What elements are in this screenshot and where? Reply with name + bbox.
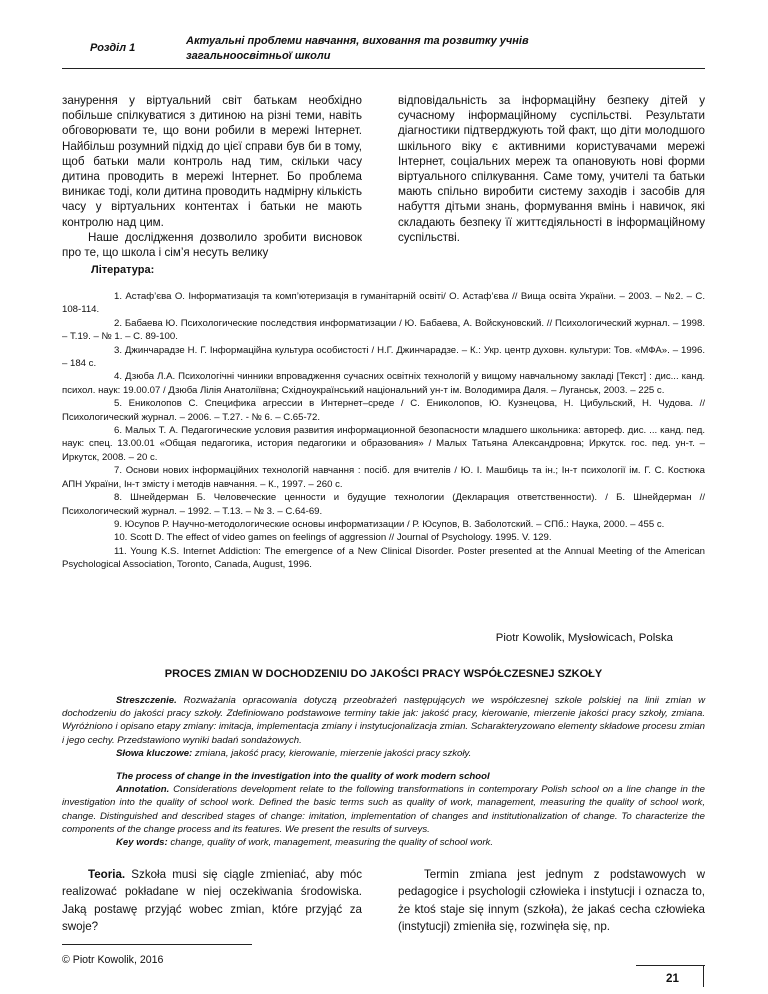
- running-header-section: Розділ 1: [90, 42, 136, 54]
- intro-right-paragraph-1: відповідальність за інформаційну безпеку дітей у сучасному інформаційному суспільстві. Результати діагностики підтверджують той факт, що діти молодшого шкільного віку є активними користувачами мережі Інтернет, соціальних мереж та опановують нові форми віртуального спілкування. Саме тому, учителі та батьки мають спільно виробити систему заходів і засобів для набуття дітьми знань, формування вмінь і навичок, які складають безпеку її життєдіяльності в інформаційному суспільстві.: [398, 94, 705, 244]
- keywords-paragraph: [62, 836, 705, 849]
- header-divider: [62, 68, 705, 69]
- slowa-kluczowe-text: zmiana, jakość pracy, kierowanie, mierzenie jakości pracy szkoły.: [192, 747, 472, 759]
- page-number-rule: [636, 965, 705, 966]
- body-left-column: [62, 866, 362, 936]
- slowa-kluczowe-label: Słowa kluczowe:: [116, 747, 193, 759]
- annotation-label: Annotation.: [116, 784, 170, 796]
- english-title-paragraph: [62, 770, 705, 783]
- body-right-paragraph: Termin zmiana jest jednym z podstawowych w pedagogice i psychologii człowieka i instytucji i oznacza to, że ktoś staje się innym (szkoła), że jakaś cecha człowieka (instytucji) zmieniła się, rozwinęła się, np.: [398, 868, 705, 934]
- footnote-divider: [62, 944, 252, 945]
- reference-item: 4. Дзюба Л.А. Психологічні чинники впровадження сучасних освітніх технологій у вищому навчальному закладі [Текст] : дис... канд. психол. наук: 19.00.07 / Дзюба Лілія Анатоліївна; Східноукраїнський національний ун-т ім. Володимира Даля. – Луганськ, 2003. – 225 с.: [62, 371, 705, 396]
- body-right-column: [398, 866, 705, 936]
- streszczenie-label: Streszczenie.: [116, 695, 177, 706]
- abstract-block: [62, 694, 705, 849]
- page-number-bar: [703, 965, 704, 987]
- teoria-label: Teoria.: [88, 868, 126, 881]
- streszczenie-text: Rozważania opracowania dotyczą przeobrażeń następujących we współczesnej szkole polskiej na linii zmian w dochodzeniu do jakości pracy szkoły. Zdefiniowano podstawowe terminy takie jak: jakość pracy, kierowanie, mierzenie jakości pracy szkoły, zmiana. Wyróżniono i opisano etapy zmiany: imitacja, implementacja zmiany i instytucjonalizacja zmian. Scharakteryzowano elementy składowe procesu zmian i jego cechy. Przedstawiono wyniki badań sondażowych.: [62, 695, 705, 746]
- annotation-text: Considerations development relate to the following transformations in contemporary Polish school on a line change in the investigation into the quality of school work. Defined the basic terms such as quality of work, management, measuring the quality of school work, change. Distinguished and described stages of change: imitation, implementation of changes and institutionalization of change. To characterize the components of the change process and its features. We present the results of surveys.: [62, 784, 705, 835]
- literature-heading: Література:: [91, 264, 155, 276]
- reference-item: 5. Ениколопов С. Специфика агрессии в Интернет–среде / С. Ениколопов, Ю. Кузнецова, Н. Цибульский, Н. Чудова. // Психологический журнал. – 2006. – Т.27. - № 6. – С.65-72.: [62, 398, 705, 423]
- reference-item: 2. Бабаева Ю. Психологические последствия информатизации / Ю. Бабаева, А. Войскуновский. // Психологический журнал. – 1998. – Т.19. – № 1. – С. 89-100.: [62, 317, 705, 343]
- reference-list: [62, 290, 705, 572]
- slowa-kluczowe-paragraph: [62, 747, 705, 760]
- copyright-footnote: © Piotr Kowolik, 2016: [62, 954, 164, 966]
- english-title: The process of change in the investigation into the quality of work modern school: [116, 771, 490, 783]
- intro-left-paragraph-2: Наше дослідження дозволило зробити висновок про те, що школа і сім’я несуть велику: [62, 230, 362, 260]
- running-header-title: Актуальні проблеми навчання, виховання та розвитку учнів загальноосвітньої школи: [186, 35, 529, 62]
- annotation-paragraph: [62, 783, 705, 836]
- reference-item: 8. Шнейдерман Б. Человеческие ценности и будущие технологии (Декларация ответственности). / Б. Шнейдерман // Психологический журнал. – 1992. – Т.13. – № 3. – С.64-69.: [62, 492, 705, 517]
- body-left-paragraph: [62, 866, 362, 936]
- reference-item: 9. Юсупов Р. Научно-методологические основы информатизации / Р. Юсупов, В. Заболотский. – СПб.: Наука, 2000. – 455 с.: [114, 518, 665, 530]
- article-title: PROCES ZMIAN W DOCHODZENIU DO JAKOŚCI PRACY WSPÓŁCZESNEJ SZKOŁY: [164, 668, 603, 680]
- intro-right-column: [398, 93, 705, 245]
- intro-left-column: [62, 93, 362, 260]
- reference-item: 6. Малых Т. А. Педагогические условия развития информационной безопасности младшего школьника: автореф. дис. ... канд. пед. наук: спец. 13.00.01 «Общая педагогика, история педагогики и образования» / Малых Татьяна Александровна; Иркутск. гос. пед. ун-т. – Иркутск, 2008. – 20 с.: [62, 425, 705, 463]
- article-author: Piotr Kowolik, Mysłowicach, Polska: [495, 632, 673, 644]
- reference-item: 3. Джинчарадзе Н. Г. Інформаційна культура особистості / Н.Г. Джинчарадзе. – К.: Укр. центр духовн. культури: Тов. «МФА». – 1996. – 184 с.: [62, 344, 705, 370]
- page-number: 21: [666, 972, 679, 985]
- intro-left-paragraph-1: занурення у віртуальний світ батькам необхідно побільше спілкуватися з дитиною на різні теми, навіть обговорювати те, що вони робили в мережі Інтернет. Найбільш розумний підхід до цієї справи був би в тому, щоб батьки мали контроль над тим, скільки часу дитина проводить в мережі Інтернет. Бо проблема виникає тоді, коли дитина проводить надмірну кількість часу у віртуальних контентах і батьки не мають контролю над цим.: [62, 94, 362, 229]
- reference-item: 10. Scott D. The effect of video games on feelings of aggression // Journal of Psychology. 1995. V. 129.: [114, 532, 552, 544]
- keywords-label: Key words:: [116, 837, 168, 849]
- streszczenie-paragraph: [62, 694, 705, 747]
- reference-item: 7. Основи нових інформаційних технологій навчання : посіб. для вчителів / Ю. І. Машбиць та ін.; Ін-т психології ім. Г. С. Костюка АПН України, Ін-т змісту і методів навчання. – К., 1997. – 260 с.: [62, 465, 705, 490]
- keywords-text: change, quality of work, management, measuring the quality of school work.: [167, 837, 494, 849]
- reference-item: 11. Young K.S. Internet Addiction: The emergence of a New Clinical Disorder. Poster presented at the Annual Meeting of the American Psychological Association, Toronto, Canada, August, 1996.: [62, 545, 705, 571]
- reference-item: 1. Астаф’єва О. Інформатизація та комп’ютеризація в гуманітарній освіті/ О. Астаф’єва // Вища освіта України. – 2003. – №2. – С. 108-114.: [62, 291, 705, 316]
- body-left-text: Szkoła musi się ciągle zmieniać, aby móc realizować pokładane w niej oczekiwania środowiska. Jaką postawę przyjąć wobec zmian, które przyjąć za swoje?: [62, 868, 362, 934]
